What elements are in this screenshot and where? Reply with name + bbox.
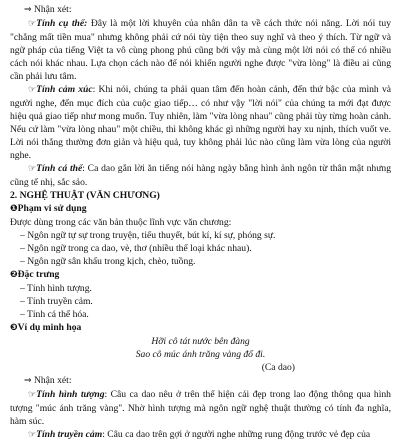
pointing-hand-icon: ☞ [28, 430, 37, 440]
list-item: – Ngôn ngữ sân khấu trong kịch, chèo, tuồng. [20, 256, 196, 267]
pointing-hand-icon: ☞ [28, 164, 37, 174]
paragraph-imagery: ☞Tính hình tượng: Câu ca dao nêu ở trên thể hiện cái đẹp trong lao động thông qua hình tượng "múc ánh trăng vàng". Nhờ hình tượng mà ngôn ngữ nghệ thuật thường có tính đa nghĩa, hàm súc. [10, 389, 391, 427]
subheading-scope: ❶Phạm vi sử dụng [10, 203, 87, 214]
arrow-icon: ⇒ [24, 376, 32, 386]
poem-line: Sao cô múc ánh trăng vàng đổ đi. [135, 349, 266, 360]
list-item: – Tính truyền cảm. [20, 296, 93, 307]
subheading-traits: ❷Đặc trưng [10, 269, 60, 280]
subheading-example: ❸Ví dụ minh họa [10, 322, 82, 333]
scope-intro: Được dùng trong các văn bản thuộc lĩnh vực văn chương: [10, 217, 232, 228]
list-item: – Tính cá thể hóa. [20, 309, 89, 320]
poem-line: Hỡi cô tát nước bên đàng [151, 336, 250, 347]
paragraph-concrete: ☞Tính cụ thể: Đây là một lời khuyên của nhân dân ta về cách thức nói năng. Lời nói tuy "chẳng mất tiền mua" nhưng không phải cứ nói tùy tiện theo suy nghĩ và theo ý thích. Từ ngữ và ngữ pháp của tiếng Việt ta vô cùng phong phú cũng bởi vậy mà cùng một lời nói có thể có nhiều cách nói khác nhau. Lựa chọn cách nào để nói khiến người nghe được "vừa lòng" là điều ai cũng cần phải lưu tâm. [10, 18, 391, 82]
note-label-2: ⇒ Nhận xét: [24, 375, 72, 386]
paragraph-emotion: ☞Tính cảm xúc: Khi nói, chúng ta phải quan tâm đến hoàn cảnh, đến thứ bậc của mình và người nghe, đến mục đích của cuộc giao tiếp… có như vậy "lời nói" của chúng ta mới đạt được hiệu quả giao tiếp như mong muốn. Tuy nhiên, làm "vừa lòng nhau" cũng phải tùy từng hoàn cảnh. Nếu cứ làm "vừa lòng nhau" một chiều, thì không khác gì những người hay xu nịnh, thích vuốt ve. Lời nói thẳng thường đơn giản và hiệu quả, tuy không phải lúc nào cũng làm vừa lòng của người nghe. [10, 84, 391, 161]
number-3-icon: ❸ [10, 323, 18, 333]
list-item: – Ngôn ngữ tự sự trong truyện, tiểu thuyết, bút kí, kí sự, phóng sự. [20, 230, 276, 241]
number-1-icon: ❶ [10, 204, 18, 214]
section-heading: 2. NGHỆ THUẬT (VĂN CHƯƠNG) [10, 190, 160, 201]
number-2-icon: ❷ [10, 270, 18, 280]
arrow-icon: ⇒ [24, 5, 32, 15]
paragraph-expressive: ☞Tính truyền cảm: Câu ca dao trên gợi ở người nghe những rung động trước vẻ đẹp của [28, 429, 371, 440]
list-item: – Ngôn ngữ trong ca dao, vè, thơ (nhiều thể loại khác nhau). [20, 243, 252, 254]
pointing-hand-icon: ☞ [28, 19, 37, 29]
list-item: – Tính hình tượng. [20, 283, 92, 294]
paragraph-individual: ☞Tính cá thể: Ca dao gắn lời ăn tiếng nói hàng ngày bằng hình ảnh ngôn từ thân mật nhưng cũng tế nhị, sắc sảo. [10, 163, 391, 188]
pointing-hand-icon: ☞ [28, 390, 37, 400]
pointing-hand-icon: ☞ [28, 85, 37, 95]
poem-source: (Ca dao) [261, 362, 295, 373]
note-label-1: ⇒ Nhận xét: [24, 4, 72, 15]
